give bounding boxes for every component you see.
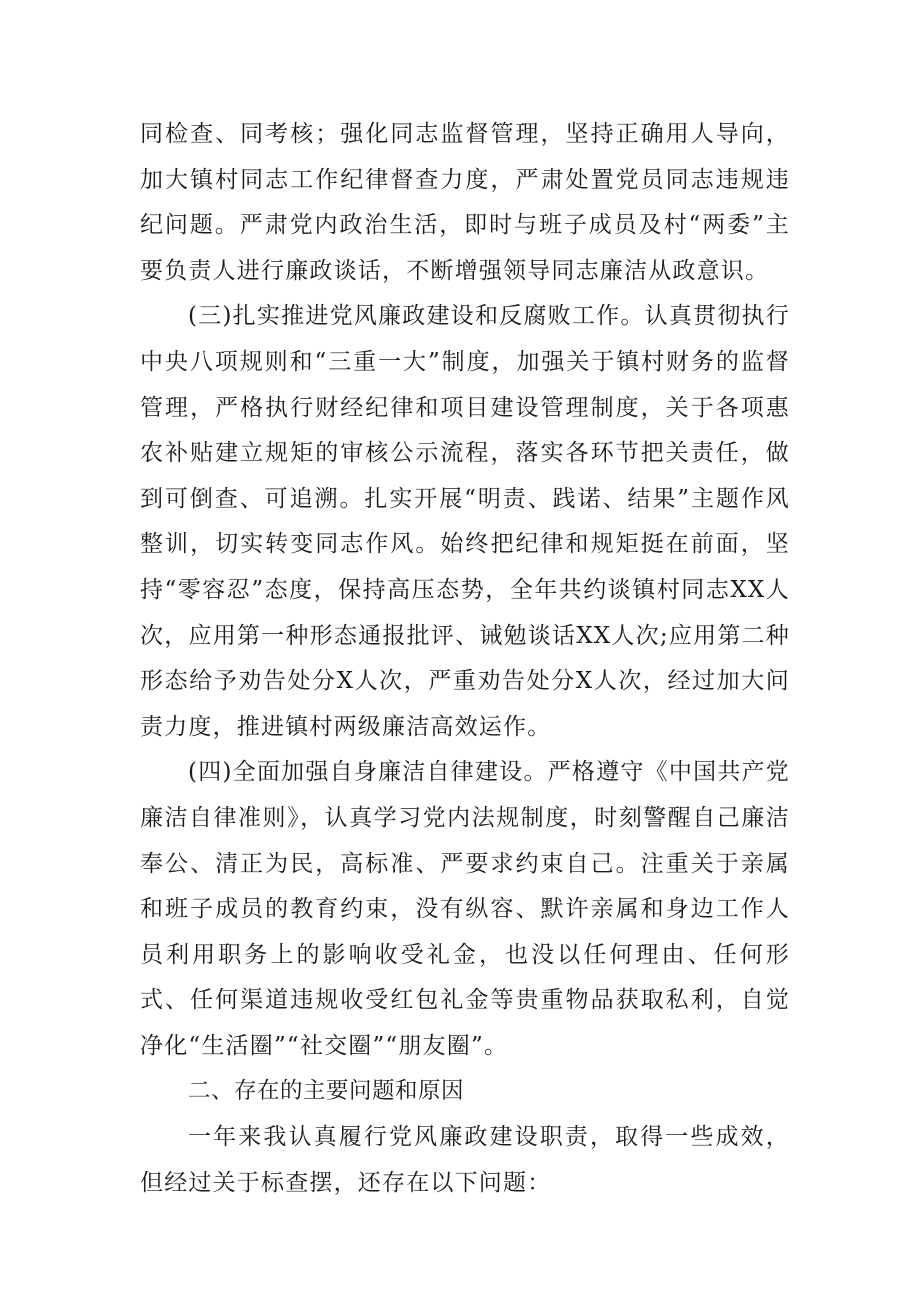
paragraph-continuation: 同检查、同考核；强化同志监督管理，坚持正确用人导向，加大镇村同志工作纪律督查力度，严肃处置党员同志违规违纪问题。严肃党内政治生活，即时与班子成员及村“两委”主要负责人进行廉政谈话，不断增强领导同志廉洁从政意识。	[140, 121, 790, 284]
paragraph-section-four: (四)全面加强自身廉洁自律建设。严格遵守《中国共产党廉洁自律准则》，认真学习党内法规制度，时刻警醒自己廉洁奉公、清正为民，高标准、严要求约束自己。注重关于亲属和班子成员的教育约束，没有纵容、默许亲属和身边工作人员利用职务上的影响收受礼金，也没以任何理由、任何形式、任何渠道违规收受红包礼金等贵重物品获取私利，自觉净化“生活圈”“社交圈”“朋友圈”。	[140, 759, 790, 1059]
document-body	[140, 112, 790, 1206]
section-heading-problems: 二、存在的主要问题和原因	[188, 1078, 465, 1105]
paragraph-problems-intro: 一年来我认真履行党风廉政建设职责，取得一些成效，但经过关于标查摆，还存在以下问题：	[140, 1124, 790, 1196]
paragraph-section-three: (三)扎实推进党风廉政建设和反腐败工作。认真贯彻执行中央八项规则和“三重一大”制度，加强关于镇村财务的监督管理，严格执行财经纪律和项目建设管理制度，关于各项惠农补贴建立规矩的审核公示流程，落实各环节把关责任，做到可倒查、可追溯。扎实开展“明责、践诺、结果”主题作风整训，切实转变同志作风。始终把纪律和规矩挺在前面，坚持“零容忍”态度，保持高压态势，全年共约谈镇村同志XX人次，应用第一种形态通报批评、诫勉谈话XX人次;应用第二种形态给予劝告处分X人次，严重劝告处分X人次，经过加大问责力度，推进镇村两级廉洁高效运作。	[140, 303, 790, 740]
